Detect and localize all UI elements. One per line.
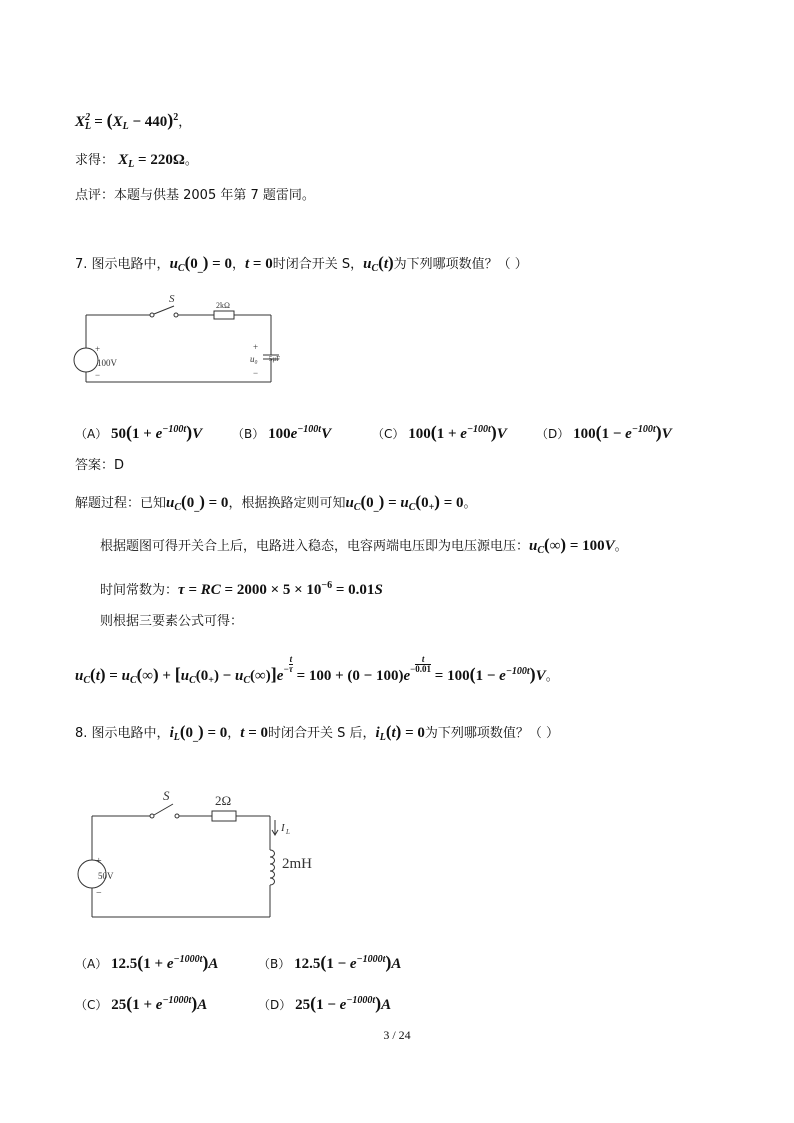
q7-step4-line: 则根据三要素公式可得：	[100, 614, 244, 629]
q8-stem-text-a: 图示电路中，	[91, 726, 170, 741]
q7-cap-value-label: 5μF	[268, 355, 280, 363]
q8-current-sub: L	[286, 828, 290, 836]
q8-option-a-key: （A）	[75, 957, 108, 971]
result-line: 求得： $X_L = 220\Omega$。	[75, 152, 198, 170]
q7-process-line: 解题过程：已知$u_C(0_{\_}) = 0$，根据换路定则可知$u_C(0_{\_}) = u_C(0_+) = 0$。	[75, 492, 477, 513]
q7-stem-text-a: 图示电路中，	[91, 257, 170, 272]
q7-step3-text: 时间常数为：	[100, 583, 179, 598]
q8-source-minus: −	[96, 888, 102, 899]
q7-step2-text: 根据题图可得开关合上后，电路进入稳态，电容两端电压即为电压源电压：	[100, 539, 530, 554]
q7-option-b-key: （B）	[232, 427, 265, 441]
q7-source-minus: −	[95, 370, 101, 380]
q8-inductor-label: 2mH	[282, 856, 312, 872]
q8-stem-text-d: 为下列哪项数值？（ ）	[424, 726, 560, 741]
q8-source-label: 50V	[98, 871, 114, 881]
q7-process-text-b: ，根据换路定则可知	[228, 496, 346, 511]
q7-cap-voltage-label: u₀	[250, 354, 258, 364]
q8-current-label: I	[281, 822, 285, 834]
q7-stem-text-c: 时闭合开关 S，	[272, 257, 364, 272]
q7-option-a-key: （A）	[75, 427, 108, 441]
q7-cap-minus: −	[253, 368, 259, 378]
q7-option-a: （A） $50(1 + e^{-100t})V$	[75, 422, 203, 442]
q7-switch-label: S	[169, 293, 175, 305]
equation-xl-squared: $X_L^2 = (X_L - 440)^2$，	[75, 110, 192, 132]
q8-source-plus: +	[96, 856, 102, 867]
q7-cap-plus: +	[253, 342, 259, 352]
q7-source-plus: +	[95, 344, 101, 354]
q8-option-b-key: （B）	[258, 957, 291, 971]
q7-final-end: 。	[545, 669, 559, 684]
q8-option-d-key: （D）	[258, 998, 292, 1012]
q7-process-end: 。	[463, 496, 477, 511]
q7-stem-text-d: 为下列哪项数值？（ ）	[393, 257, 528, 272]
q7-stem: 7. 图示电路中，$u_C(0_{\_}) = 0$，t = 0时闭合开关 S，$u_C(t)$为下列哪项数值？（ ）	[75, 253, 528, 274]
q7-option-d: （D） $100(1 - e^{-100t})V$	[536, 422, 672, 442]
q8-number: 8.	[75, 726, 88, 741]
q8-switch-label: S	[163, 788, 170, 803]
comment-line: 点评：本题与供基 2005 年第 7 题雷同。	[75, 188, 315, 203]
q7-option-d-key: （D）	[536, 427, 570, 441]
q7-circuit-figure	[70, 288, 280, 388]
q7-process-label: 解题过程：已知	[75, 496, 167, 511]
q7-option-b: （B） $100e^{-100t}V$	[232, 424, 332, 442]
q7-step2-line: 根据题图可得开关合上后，电路进入稳态，电容两端电压即为电压源电压：$u_C(\infty) = 100V$。	[100, 535, 628, 556]
q8-option-c-key: （C）	[75, 998, 108, 1012]
q8-option-d: （D） $25(1 - e^{-1000t})A$	[258, 993, 392, 1013]
q8-stem-text-c: 时闭合开关 S 后，	[268, 726, 376, 741]
q7-final-equation: $u_C(t) = u_C(\infty) + [u_C(0_+) - u_C(\infty)]e-$ $\frac{t}{\tau}$ = 100 + (0 − 100)e− $\frac{t}{0.01}$ = $100(1 - e^{-100t})V$。	[75, 654, 559, 686]
q7-option-c: （C） $100(1 + e^{-100t})V$	[372, 422, 507, 442]
q7-number: 7.	[75, 257, 88, 272]
q7-option-c-key: （C）	[372, 427, 405, 441]
q7-answer: 答案：D	[75, 458, 125, 473]
q8-circuit-figure	[72, 782, 322, 922]
q8-option-a: （A） $12.5(1 + e^{-1000t})A$	[75, 952, 219, 972]
q8-option-c: （C） $25(1 + e^{-1000t})A$	[75, 993, 208, 1013]
q7-resistor-label: 2kΩ	[216, 301, 230, 310]
q7-step3-line: 时间常数为：τ = RC = $2000 \times 5 \times 10^{-6} = 0.01S$	[100, 580, 383, 598]
q8-stem: 8. 图示电路中，$i_L(0_{\_}) = 0$，t = 0时闭合开关 S 后，$i_L(t) = 0$为下列哪项数值？（ ）	[75, 722, 560, 743]
q7-source-label: 100V	[97, 358, 117, 368]
q8-resistor-label: 2Ω	[215, 793, 232, 808]
page-number: 3 / 24	[383, 1028, 411, 1042]
q7-stem-text-b: ，	[231, 257, 245, 272]
q8-option-b: （B） $12.5(1 - e^{-1000t})A$	[258, 952, 402, 972]
q8-stem-text-b: ，	[227, 726, 241, 741]
result-label: 求得：	[75, 153, 115, 168]
q7-step2-end: 。	[614, 539, 628, 554]
